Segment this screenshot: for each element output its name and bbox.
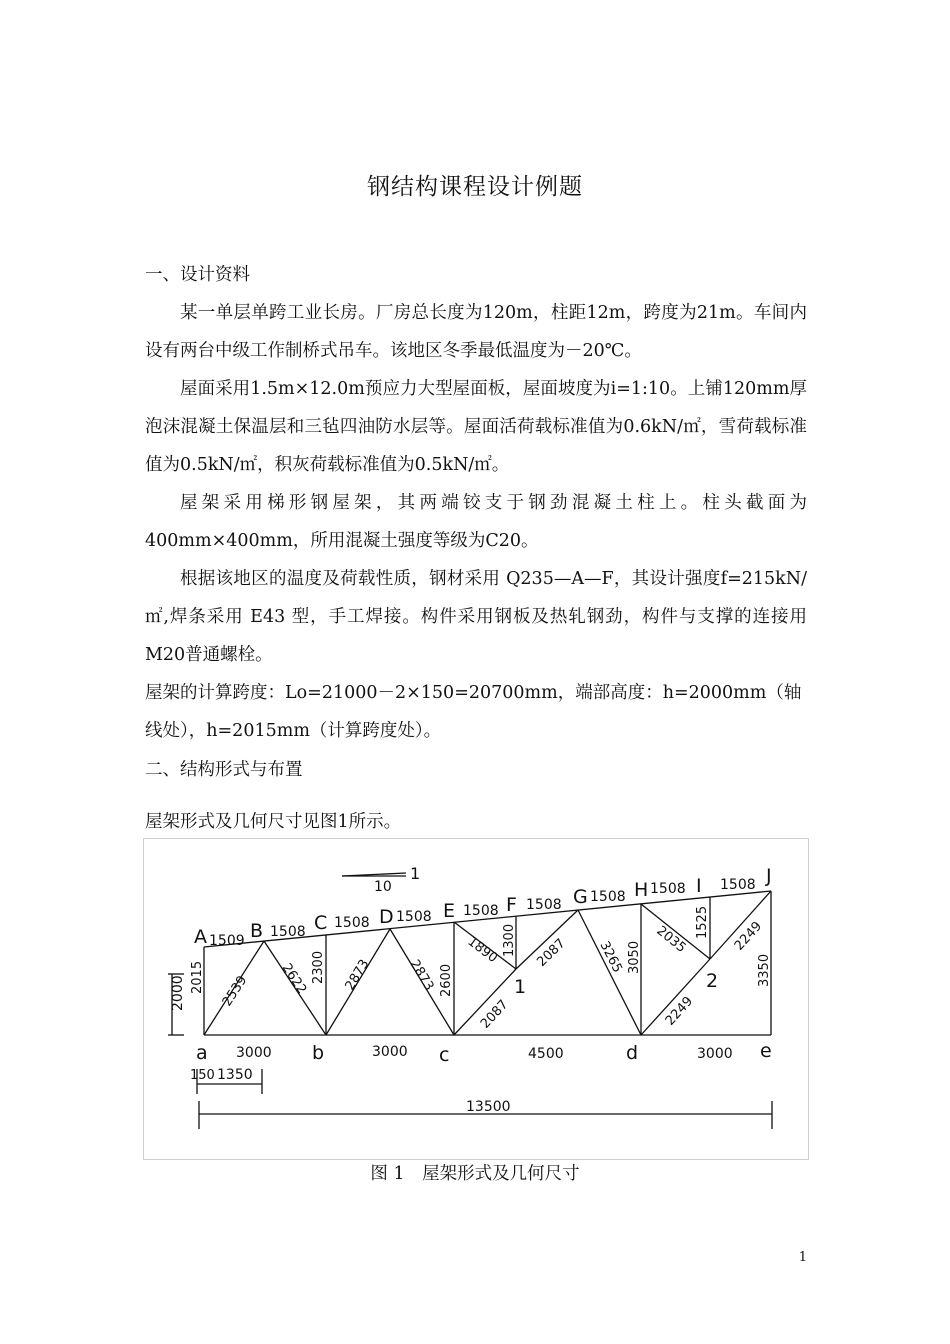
len-H2: 2035 <box>653 923 689 956</box>
span-de: 3000 <box>697 1046 733 1062</box>
slope-rise: 1 <box>410 864 421 883</box>
node-J: J <box>766 865 772 887</box>
page-title: 钢结构课程设计例题 <box>367 174 583 200</box>
node-H: H <box>634 879 649 901</box>
span-ab: 3000 <box>236 1045 272 1061</box>
truss-figure <box>143 838 809 1160</box>
len-c1: 2087 <box>477 997 512 1032</box>
seg-CD: 1508 <box>334 915 370 931</box>
page-number: 1 <box>798 1250 807 1265</box>
node-F: F <box>506 894 517 916</box>
node-a: a <box>196 1042 208 1064</box>
node-1: 1 <box>514 976 527 998</box>
node-I: I <box>696 875 702 897</box>
seg-IJ: 1508 <box>720 877 756 893</box>
len-d2: 2249 <box>662 994 697 1029</box>
dim-150: 150 <box>190 1068 215 1083</box>
len-Cb: 2300 <box>311 950 326 984</box>
len-bD: 2873 <box>342 956 373 994</box>
paragraph: 屋架采用梯形钢屋架，其两端铰支于钢劲混凝土柱上。柱头截面为 400mm×400mm，所用混凝土强度等级为C20。 <box>145 493 807 551</box>
seg-BC: 1508 <box>270 924 306 940</box>
dim-1350: 1350 <box>217 1067 253 1083</box>
len-I2: 1525 <box>695 905 710 939</box>
paragraph: 某一单层单跨工业长房。厂房总长度为120m，柱距12m，跨度为21m。车间内设有两台中级工作制桥式吊车。该地区冬季最低温度为－20℃。 <box>145 303 807 361</box>
truss-diagram <box>144 839 808 1159</box>
len-Ec: 2600 <box>439 963 454 997</box>
section-heading: 一、设计资料 <box>145 265 250 285</box>
len-F1: 1300 <box>502 923 517 957</box>
len-Dc: 2873 <box>406 957 437 994</box>
seg-DE: 1508 <box>396 909 432 925</box>
node-A: A <box>194 926 207 948</box>
dim-height: 2000 <box>170 975 186 1011</box>
len-1G: 2087 <box>534 936 569 970</box>
seg-AB: 1509 <box>209 933 245 949</box>
node-B: B <box>250 920 264 942</box>
node-b: b <box>312 1042 325 1064</box>
paragraph: 屋面采用1.5m×12.0m预应力大型屋面板，屋面坡度为i=1:10。上铺120mm厚泡沫混凝土保温层和三毡四油防水层等。屋面活荷载标准值为0.6kN/㎡，雪荷载标准值为0.5kN/㎡，积灰荷载标准值为0.5kN/㎡。 <box>145 379 807 475</box>
slope-run: 10 <box>374 879 392 895</box>
section-heading: 二、结构形式与布置 <box>145 760 303 780</box>
node-D: D <box>379 906 394 928</box>
node-E: E <box>443 900 456 922</box>
seg-FG: 1508 <box>526 897 562 913</box>
dim-total: 13500 <box>466 1099 511 1115</box>
len-Gd: 3265 <box>596 939 625 976</box>
seg-GH: 1508 <box>590 889 626 905</box>
node-d: d <box>626 1042 639 1064</box>
span-note: 屋架的计算跨度：Lo=21000－2×150=20700mm，端部高度：h=2000mm（轴线处），h=2015mm（计算跨度处）。 <box>145 683 802 741</box>
node-2: 2 <box>706 970 719 992</box>
len-2J: 2249 <box>731 919 766 954</box>
node-c: c <box>439 1044 450 1066</box>
seg-EF: 1508 <box>463 903 499 919</box>
node-C: C <box>314 912 328 934</box>
figure-intro: 屋架形式及几何尺寸见图1所示。 <box>145 812 402 832</box>
len-E1: 1890 <box>464 934 501 967</box>
len-aB: 2539 <box>219 973 251 1010</box>
paragraph: 根据该地区的温度及荷载性质，钢材采用 Q235—A—F，其设计强度f=215kN/㎡,焊条采用 E43 型，手工焊接。构件采用钢板及热轧钢劲，构件与支撑的连接用M20普通螺栓。 <box>145 569 807 665</box>
figure-caption: 图 1 屋架形式及几何尺寸 <box>370 1164 580 1184</box>
len-Je: 3350 <box>757 953 772 987</box>
span-bc: 3000 <box>372 1044 408 1060</box>
len-Aa: 2015 <box>190 960 205 994</box>
len-Bb: 2622 <box>278 961 310 997</box>
node-G: G <box>573 886 588 908</box>
len-Hd: 3050 <box>627 940 642 974</box>
node-e: e <box>760 1040 772 1062</box>
span-cd: 4500 <box>528 1046 564 1062</box>
section-design-data <box>145 256 807 750</box>
seg-HI: 1508 <box>650 881 686 897</box>
